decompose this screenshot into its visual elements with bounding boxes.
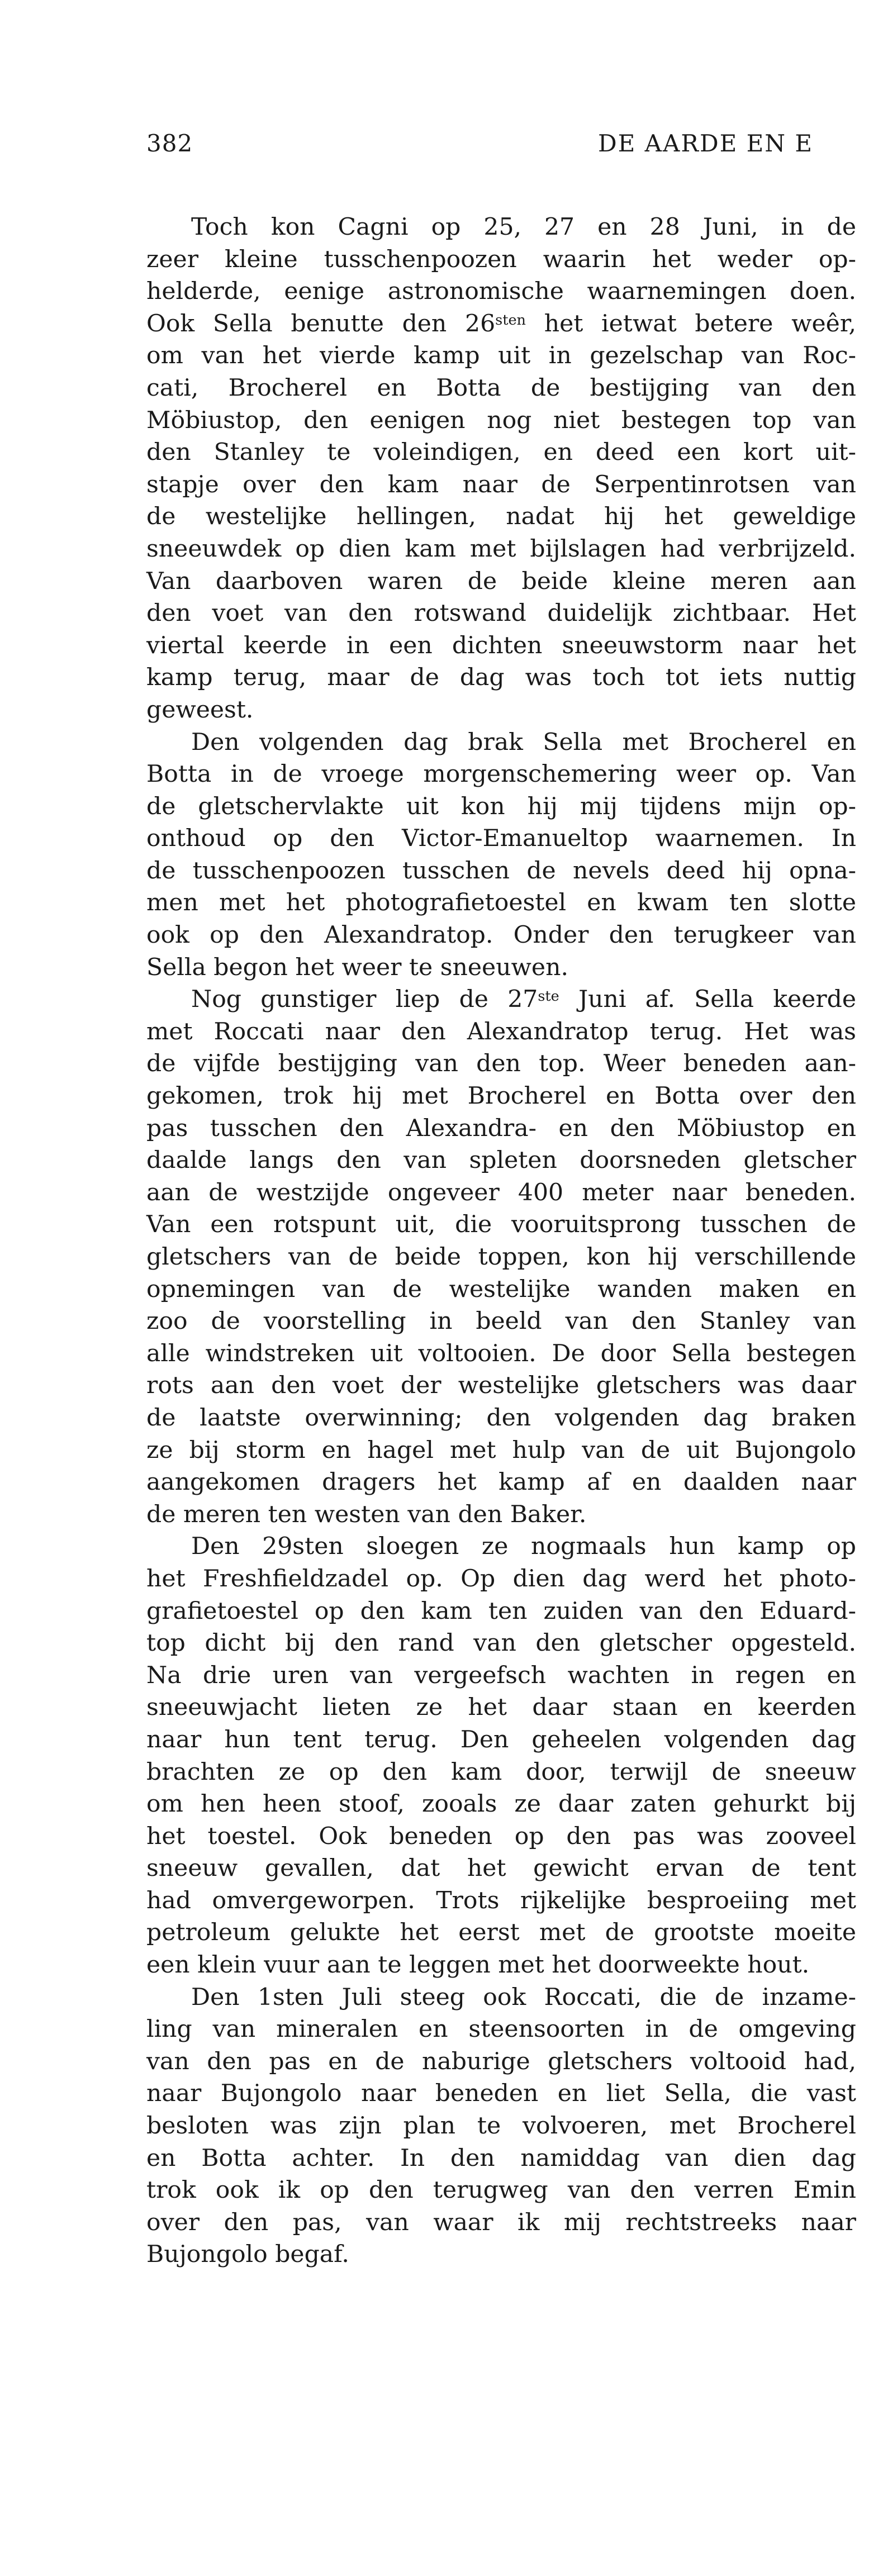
text-line: Den 29sten sloegen ze nogmaals hun kamp op	[191, 1533, 856, 1561]
text-line: rots aan den voet der westelijke gletschers was daar	[146, 1372, 856, 1400]
text-line: Toch kon Cagni op 25, 27 en 28 Juni, in de	[191, 213, 856, 241]
text-line: cati, Brocherel en Botta de bestijging van den	[146, 374, 856, 402]
text-line: om van het vierde kamp uit in gezelschap van Roc-	[146, 342, 856, 370]
paragraph	[146, 211, 856, 726]
text-line: de westelijke hellingen, nadat hij het geweldige	[146, 503, 856, 531]
text-line: Van een rotspunt uit, die vooruitsprong tusschen de	[146, 1211, 856, 1239]
text-line: sneeuwdek op dien kam met bijlslagen had verbrijzeld.	[146, 535, 856, 563]
text-line: besloten was zijn plan te volvoeren, met Brocherel	[146, 2112, 856, 2140]
text-line: helderde, eenige astronomische waarnemingen doen.	[146, 278, 856, 306]
text-line: de vijfde bestijging van den top. Weer beneden aan-	[146, 1050, 856, 1078]
text-line: Bujongolo begaf.	[146, 2241, 349, 2269]
text-line	[146, 308, 856, 340]
text-line: sneeuwjacht lieten ze het daar staan en keerden	[146, 1694, 856, 1722]
text-line: gletschers van de beide toppen, kon hij verschillende	[146, 1243, 856, 1271]
text-line: Den volgenden dag brak Sella met Brocherel en	[191, 728, 856, 756]
text-line: van den pas en de naburige gletschers voltooid had,	[146, 2047, 856, 2075]
page-header	[146, 130, 883, 163]
text-line: de laatste overwinning; den volgenden dag braken	[146, 1404, 856, 1432]
ordinal-superscript: sten	[495, 312, 526, 329]
text-line: grafietoestel op den kam ten zuiden van den Eduard-	[146, 1597, 856, 1625]
text-line: stapje over den kam naar de Serpentinrotsen van	[146, 470, 856, 498]
text-line: gekomen, trok hij met Brocherel en Botta over den	[146, 1082, 856, 1110]
text-line: had omvergeworpen. Trots rijkelijke besproeiing met	[146, 1886, 856, 1914]
line-segment: Ook Sella benutte den 26	[146, 310, 496, 338]
text-line: en Botta achter. In den namiddag van dien dag	[146, 2144, 856, 2172]
text-line: kamp terug, maar de dag was toch tot iets nuttig	[146, 664, 856, 692]
text-line: de meren ten westen van den Baker.	[146, 1500, 587, 1528]
text-line: Na drie uren van vergeefsch wachten in regen en	[146, 1661, 856, 1689]
text-line: naar hun tent terug. Den geheelen volgenden dag	[146, 1726, 856, 1753]
body-text	[146, 211, 856, 2271]
text-line: Möbiustop, den eenigen nog niet bestegen top van	[146, 406, 856, 434]
text-line: naar Bujongolo naar beneden en liet Sella, die vast	[146, 2080, 856, 2108]
text-line: zeer kleine tusschenpoozen waarin het weder op-	[146, 245, 856, 273]
text-line: ze bij storm en hagel met hulp van de uit Bujongolo	[146, 1436, 856, 1464]
line-segment: Juni af. Sella keerde	[559, 986, 857, 1014]
text-line: alle windstreken uit voltooien. De door Sella bestegen	[146, 1339, 856, 1367]
text-line: met Roccati naar den Alexandratop terug. Het was	[146, 1018, 856, 1045]
text-line: de tusschenpoozen tusschen de nevels deed hij opna-	[146, 857, 856, 885]
text-line: geweest.	[146, 696, 254, 724]
text-line: zoo de voorstelling in beeld van den Stanley van	[146, 1308, 856, 1335]
text-line: brachten ze op den kam door, terwijl de sneeuw	[146, 1758, 856, 1786]
text-line: ling van mineralen en steensoorten in de omgeving	[146, 2016, 856, 2043]
paragraph	[146, 1531, 856, 1981]
text-line: daalde langs den van spleten doorsneden gletscher	[146, 1147, 856, 1175]
ordinal-superscript: ste	[538, 987, 559, 1005]
paragraph	[146, 983, 856, 1531]
text-line: sneeuw gevallen, dat het gewicht ervan de tent	[146, 1855, 856, 1883]
text-line: onthoud op den Victor-Emanueltop waarnemen. In	[146, 825, 856, 853]
text-line: pas tusschen den Alexandra- en den Möbiustop en	[146, 1114, 856, 1142]
text-line: aan de westzijde ongeveer 400 meter naar beneden.	[146, 1178, 856, 1206]
paragraph	[146, 726, 856, 984]
text-line: Den 1sten Juli steeg ook Roccati, die de inzame-	[191, 1983, 856, 2011]
text-line: de gletschervlakte uit kon hij mij tijdens mijn op-	[146, 792, 856, 820]
text-line: het toestel. Ook beneden op den pas was zooveel	[146, 1822, 856, 1850]
text-line: trok ook ik op den terugweg van den verren Emin	[146, 2176, 856, 2204]
running-title: DE AARDE EN E	[598, 130, 814, 157]
text-line: aangekomen dragers het kamp af en daalden naar	[146, 1468, 856, 1496]
text-line: Botta in de vroege morgenschemering weer op. Van	[146, 761, 856, 788]
paragraph	[146, 1981, 856, 2271]
line-segment: het ietwat betere weêr,	[525, 310, 856, 338]
text-line: ook op den Alexandratop. Onder den terugkeer van	[146, 921, 856, 949]
text-line: over den pas, van waar ik mij rechtstreeks naar	[146, 2208, 856, 2236]
text-line: een klein vuur aan te leggen met het doorweekte hout.	[146, 1951, 810, 1979]
text-line: petroleum gelukte het eerst met de grootste moeite	[146, 1919, 856, 1947]
text-line: Sella begon het weer te sneeuwen.	[146, 953, 568, 981]
line-segment: Nog gunstiger liep de 27	[191, 986, 538, 1014]
page-number: 382	[146, 130, 193, 157]
text-line: viertal keerde in een dichten sneeuwstorm naar het	[146, 631, 856, 659]
text-line: het Freshfieldzadel op. Op dien dag werd het photo-	[146, 1565, 856, 1593]
text-line	[146, 983, 856, 1016]
text-line: den voet van den rotswand duidelijk zichtbaar. Het	[146, 600, 856, 628]
text-line: opnemingen van de westelijke wanden maken en	[146, 1275, 856, 1303]
text-line: Van daarboven waren de beide kleine meren aan	[146, 567, 856, 595]
text-line: men met het photografietoestel en kwam ten slotte	[146, 889, 856, 917]
text-line: top dicht bij den rand van den gletscher opgesteld.	[146, 1629, 856, 1657]
text-line: om hen heen stoof, zooals ze daar zaten gehurkt bij	[146, 1790, 856, 1818]
text-line: den Stanley te voleindigen, en deed een kort uit-	[146, 439, 856, 467]
